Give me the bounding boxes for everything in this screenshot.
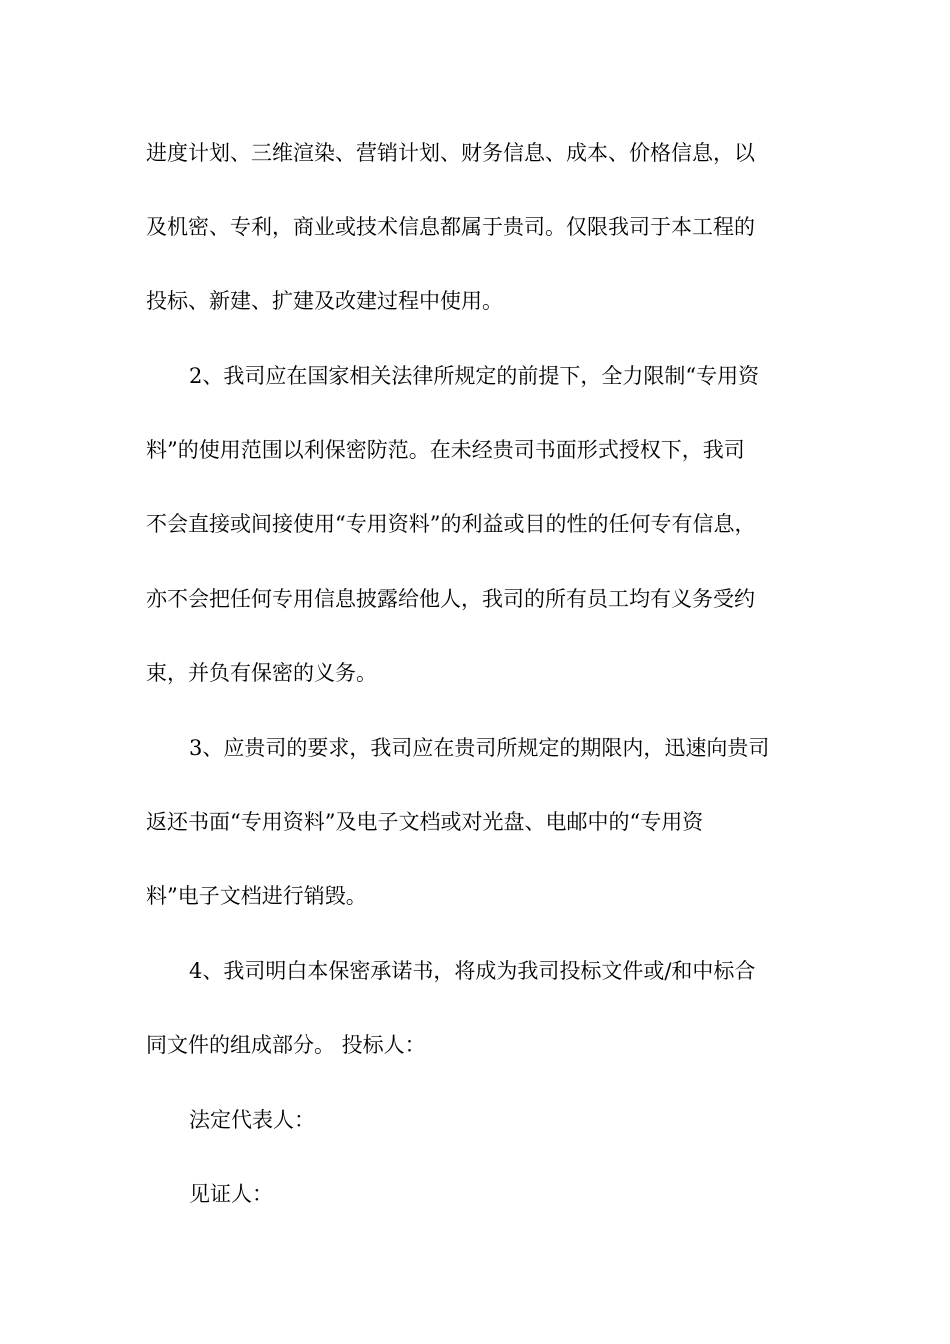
paragraph-4-line-2: 同文件的组成部分。 投标人： [146, 1033, 426, 1057]
paragraph-3-line-1: 3、应贵司的要求，我司应在贵司所规定的期限内，迅速向贵司 [189, 736, 770, 760]
paragraph-2-line-1: 2、我司应在国家相关法律所规定的前提下，全力限制“专用资 [189, 364, 760, 388]
paragraph-1-line-1: 进度计划、三维渲染、营销计划、财务信息、成本、价格信息，以 [146, 141, 755, 165]
witness-label: 见证人： [189, 1182, 273, 1206]
legal-representative-label: 法定代表人： [189, 1108, 315, 1132]
paragraph-3-line-2: 返还书面“专用资料”及电子文档或对光盘、电邮中的“专用资 [146, 810, 704, 834]
paragraph-3-line-3: 料”电子文档进行销毁。 [146, 884, 367, 908]
paragraph-2-line-3: 不会直接或间接使用“专用资料”的利益或目的性的任何专有信息， [146, 512, 756, 536]
paragraph-1-line-2: 及机密、专利，商业或技术信息都属于贵司。仅限我司于本工程的 [146, 215, 755, 239]
paragraph-2-line-5: 束，并负有保密的义务。 [146, 661, 377, 685]
paragraph-2-line-2: 料”的使用范围以利保密防范。在未经贵司书面形式授权下，我司 [146, 438, 745, 462]
paragraph-4-line-1: 4、我司明白本保密承诺书，将成为我司投标文件或/和中标合 [189, 959, 756, 983]
paragraph-1-line-3: 投标、新建、扩建及改建过程中使用。 [146, 289, 503, 313]
paragraph-2-line-4: 亦不会把任何专用信息披露给他人，我司的所有员工均有义务受约 [146, 587, 755, 611]
